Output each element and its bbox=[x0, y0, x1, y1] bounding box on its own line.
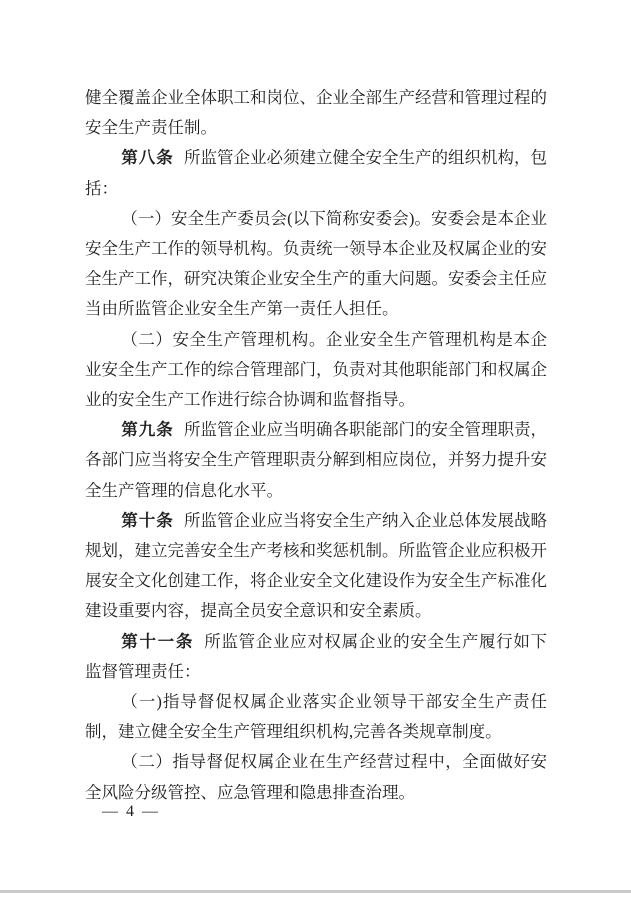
document-body bbox=[85, 83, 547, 808]
article-heading: 第八条 bbox=[121, 148, 174, 168]
paragraph bbox=[85, 415, 547, 506]
article-heading: 第十一条 bbox=[121, 631, 194, 651]
page-number: — 4 — bbox=[102, 803, 160, 820]
paragraph-text: 健全覆盖企业全体职工和岗位、企业全部生产经营和管理过程的安全生产责任制。 bbox=[85, 88, 547, 138]
paragraph-text: 所监管企业应当明确各职能部门的安全管理职责，各部门应当将安全生产管理职责分解到相应岗位，并努力提升安全生产管理的信息化水平。 bbox=[85, 420, 548, 500]
paragraph bbox=[85, 83, 547, 143]
paragraph bbox=[85, 747, 547, 807]
paragraph bbox=[85, 506, 547, 627]
paragraph-text: 所监管企业应当将安全生产纳入企业总体发展战略规划，建立完善安全生产考核和奖惩机制。所监管企业应积极开展安全文化创建工作，将企业安全文化建设作为安全生产标准化建设重要内容，提高全员安全意识和安全素质。 bbox=[85, 510, 548, 621]
paragraph-text: 所监管企业应对权属企业的安全生产履行如下监督管理责任： bbox=[85, 631, 548, 681]
paragraph bbox=[85, 687, 547, 747]
paragraph bbox=[85, 627, 547, 687]
paragraph-text: （二）安全生产管理机构。企业安全生产管理机构是本企业安全生产工作的综合管理部门，负责对其他职能部门和权属企业的安全生产工作进行综合协调和监督指导。 bbox=[85, 329, 547, 410]
article-heading: 第十条 bbox=[121, 510, 174, 530]
article-heading: 第九条 bbox=[121, 420, 174, 440]
paragraph-text: （二）指导督促权属企业在生产经营过程中，全面做好安全风险分级管控、应急管理和隐患排查治理。 bbox=[85, 752, 547, 802]
paragraph-text: （一)指导督促权属企业落实企业领导干部安全生产责任制，建立健全安全生产管理组织机构,完善各类规章制度。 bbox=[85, 692, 547, 742]
paragraph-text: （一）安全生产委员会(以下简称安委会)。安委会是本企业安全生产工作的领导机构。负责统一领导本企业及权属企业的安全生产工作，研究决策企业安全生产的重大问题。安委会主任应当由所监管企业安全生产第一责任人担任。 bbox=[85, 208, 547, 319]
paragraph-text: 所监管企业必须建立健全安全生产的组织机构，包括： bbox=[85, 148, 548, 198]
paragraph bbox=[85, 143, 547, 203]
scan-bottom-edge bbox=[0, 890, 631, 893]
paragraph bbox=[85, 325, 547, 416]
paragraph bbox=[85, 204, 547, 325]
